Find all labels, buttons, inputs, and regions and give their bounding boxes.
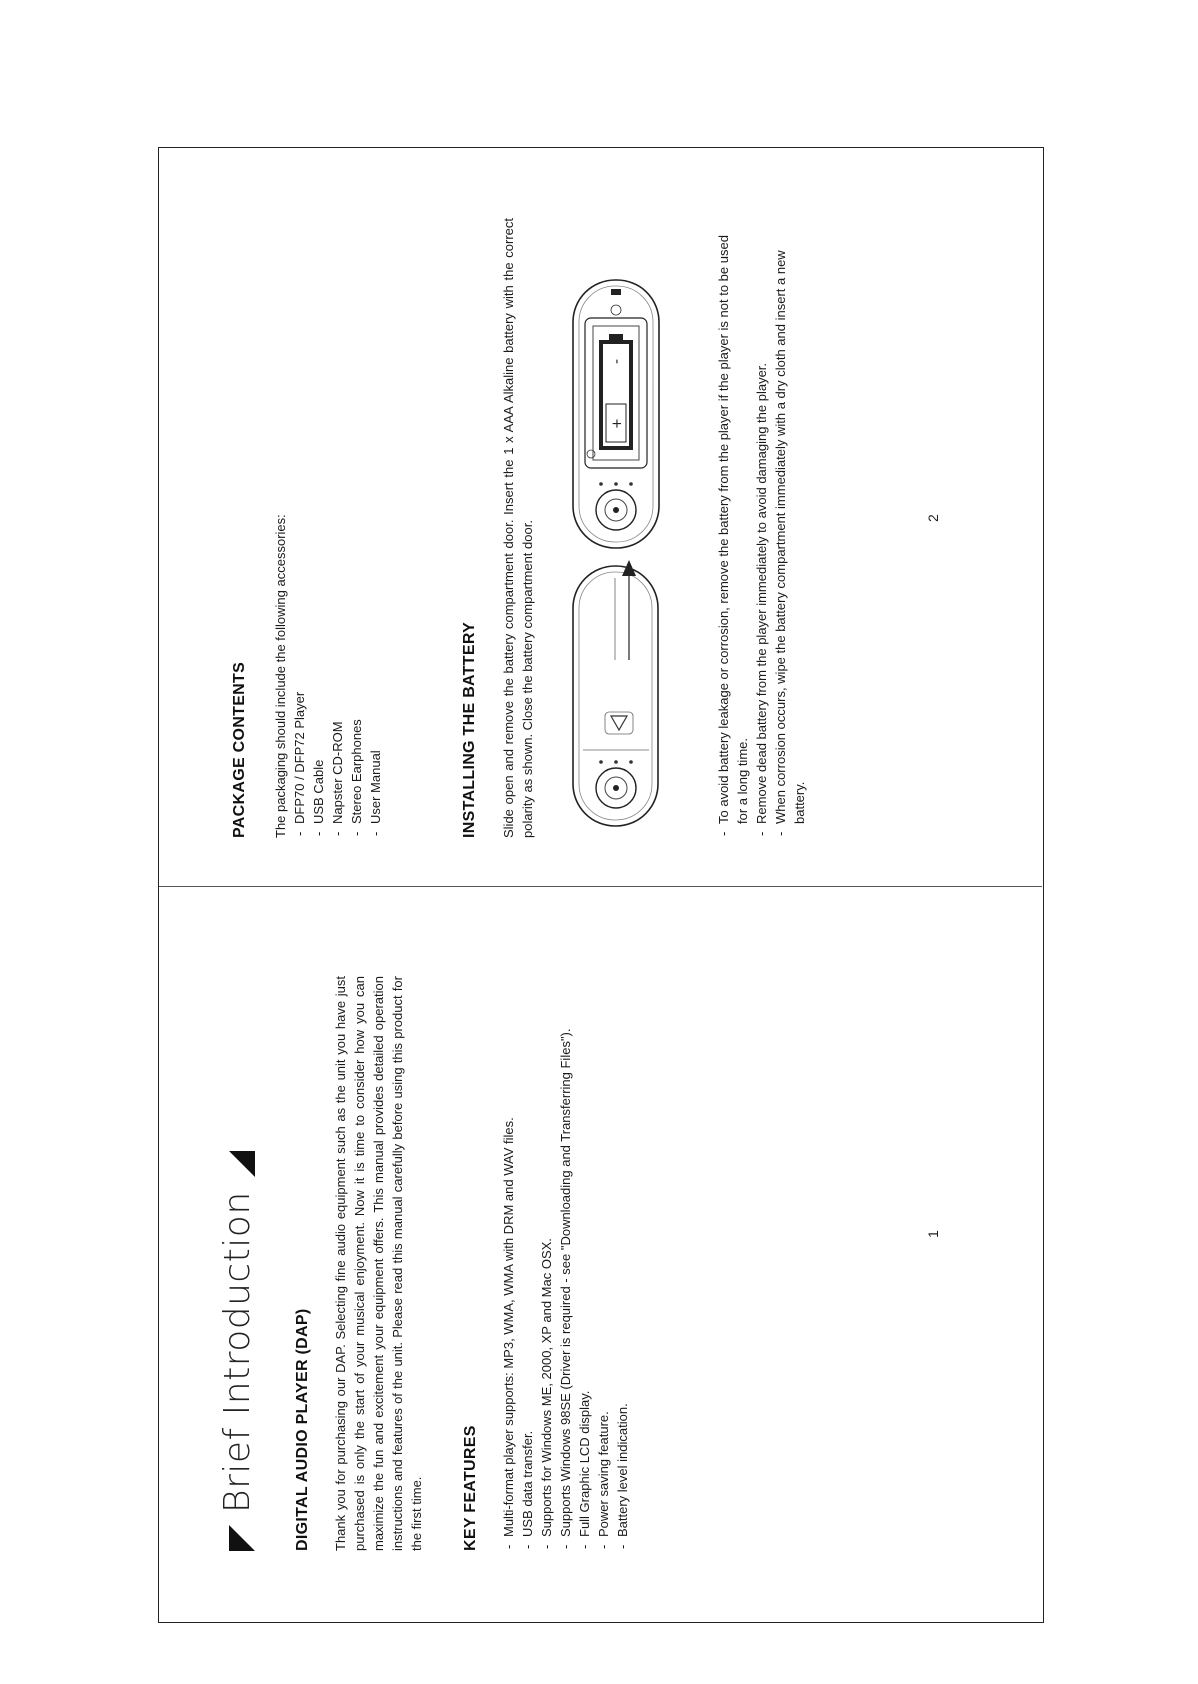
battery-plus-label: + <box>610 418 625 429</box>
list-item: - Battery level indication. <box>613 931 632 1551</box>
key-features-heading: KEY FEATURES <box>462 1425 479 1551</box>
page-divider <box>159 886 1042 887</box>
dap-paragraph: Thank you for purchasing our DAP. Selecting fine audio equipment such as the unit you have just purchased is only the start of your musical enjoyment. Now it is time to consider how you can maximize the fun and excitement your equipment offers. This manual provides detailed operation instructions and features of the unit. Please read this manual carefully before using this product for the first time. <box>333 976 424 1551</box>
list-item: - User Manual <box>366 238 385 838</box>
list-item: - USB data transfer. <box>518 931 537 1551</box>
package-intro: The packaging should include the following accessories: <box>273 514 288 838</box>
page-title: Brief Introduction <box>217 1191 258 1513</box>
package-contents-list <box>290 238 385 838</box>
list-item: - Supports for Windows ME, 2000, XP and Mac OSX. <box>537 931 556 1551</box>
list-item: - DFP70 / DFP72 Player <box>290 238 309 838</box>
page-number: 1 <box>925 1230 941 1238</box>
list-item: - USB Cable <box>309 238 328 838</box>
list-item: - Remove dead battery from the player immediately to avoid damaging the player. <box>752 223 771 838</box>
list-item: - Supports Windows 98SE (Driver is required - see "Downloading and Transferring Files"). <box>556 931 575 1551</box>
list-item: - Napster CD-ROM <box>328 238 347 838</box>
player-closed-door-icon <box>571 553 666 828</box>
package-contents-heading: PACKAGE CONTENTS <box>231 661 248 838</box>
page-2 <box>159 148 1042 885</box>
installing-battery-heading: INSTALLING THE BATTERY <box>461 621 478 838</box>
key-features-list <box>499 931 632 1551</box>
page-1 <box>159 887 1042 1621</box>
list-item: - To avoid battery leakage or corrosion, remove the battery from the player if the player is not to be used for a long time. <box>714 223 752 838</box>
page-title-row <box>217 1151 258 1551</box>
battery-paragraph: Slide open and remove the battery compartment door. Insert the 1 x AAA Alkaline battery with the correct polarity as shown. Close the battery compartment door. <box>501 218 535 838</box>
list-item: - When corrosion occurs, wipe the battery compartment immediately with a dry cloth and insert a new battery. <box>771 223 809 838</box>
title-left-triangle-icon <box>229 1525 255 1551</box>
page-number: 2 <box>925 514 941 522</box>
title-right-triangle-icon <box>229 1151 255 1177</box>
list-item: - Stereo Earphones <box>347 238 366 838</box>
dap-heading: DIGITAL AUDIO PLAYER (DAP) <box>294 1308 311 1551</box>
manual-spread-frame <box>158 147 1044 1623</box>
battery-minus-label: - <box>609 358 625 364</box>
list-item: - Multi-format player supports: MP3, WMA, WMA with DRM and WAV files. <box>499 931 518 1551</box>
list-item: - Power saving feature. <box>594 931 613 1551</box>
battery-notes-list <box>714 223 809 838</box>
player-open-battery-icon <box>571 275 666 550</box>
list-item: - Full Graphic LCD display. <box>575 931 594 1551</box>
manual-spread <box>159 148 1042 1621</box>
